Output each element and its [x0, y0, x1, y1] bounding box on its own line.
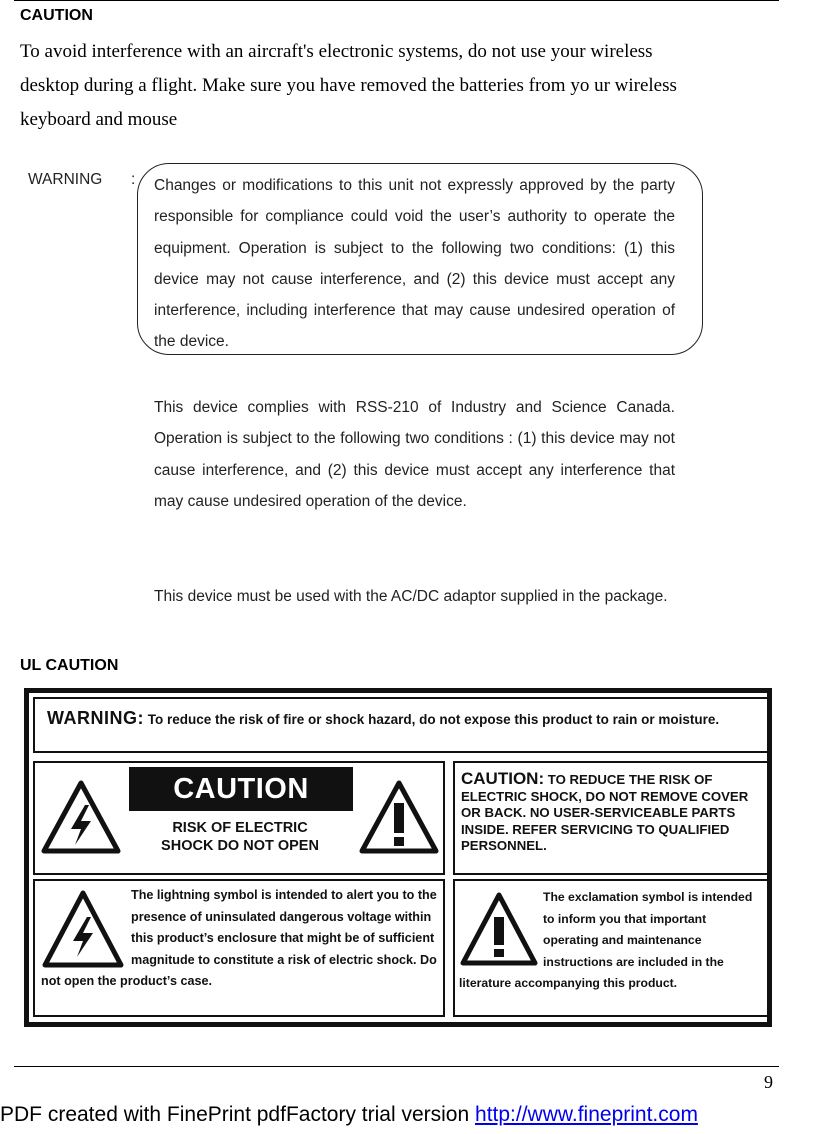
lightning-triangle-icon [41, 887, 125, 971]
caution-heading: CAUTION [20, 7, 93, 24]
rss-compliance-text: This device complies with RSS-210 of Industry and Science Canada. Operation is subject to the following two conditions : (1) this device may not cause interference, and (2) this device must accept any interference that may cause undesired operation of the device. [154, 399, 675, 510]
caution-line: To avoid interference with an aircraft's electronic systems, do not use your wireless [20, 41, 653, 62]
caution-paragraph [20, 35, 780, 137]
caution-line: desktop during a flight. Make sure you have removed the batteries from yo ur wireless [20, 75, 677, 96]
ul-warning-text: To reduce the risk of fire or shock hazard, do not expose this product to rain or moisture. [147, 712, 720, 727]
page-number: 9 [764, 1072, 773, 1092]
top-rule [14, 0, 779, 1]
caution2-word: CAUTION: [461, 769, 545, 788]
fineprint-link[interactable]: http://www.fineprint.com [475, 1103, 698, 1126]
risk-of-shock-text [127, 819, 353, 855]
warning-label: WARNING [28, 171, 103, 188]
caution-line: keyboard and mouse [20, 109, 178, 130]
caution-banner: CAUTION [129, 767, 353, 811]
lightning-triangle-icon [41, 779, 121, 855]
ul-caution-pane [33, 761, 445, 875]
ul-warning-pane [33, 697, 769, 753]
warning-colon: : [131, 171, 136, 188]
footer-text: PDF created with FinePrint pdfFactory trial version [0, 1103, 476, 1126]
ul-caution-text-pane [453, 761, 769, 875]
warning-text: Changes or modifications to this unit not expressly approved by the party responsible for compliance could void the user’s authority to operate the equipment. Operation is subject to the following two conditions: (1) this device may not cause interference, and (2) this device must accept any interference, including interference that may cause undesired operation of the device. [154, 177, 675, 351]
exclamation-explanation-text: The exclamation symbol is intended to inform you that important operating and maintenance instructions are included in the literature accompanying this product. [459, 890, 753, 990]
ul-warning-word: WARNING: [47, 708, 144, 728]
exclamation-triangle-icon [459, 889, 539, 969]
caution2-text: TO REDUCE THE RISK OF ELECTRIC SHOCK, DO NOT REMOVE COVER OR BACK. NO USER-SERVICEABLE PARTS INSIDE. REFER SERVICING TO QUALIFIED PERSONNEL. [461, 772, 749, 854]
lightning-explanation-pane [33, 879, 445, 1017]
pdf-footer [0, 1103, 830, 1127]
ul-caution-heading: UL CAUTION [20, 657, 119, 674]
exclamation-triangle-icon [359, 779, 439, 855]
risk-line: SHOCK DO NOT OPEN [161, 838, 319, 854]
ul-caution-label [24, 688, 772, 1027]
bottom-rule [14, 1066, 779, 1067]
adaptor-notice-text: This device must be used with the AC/DC adaptor supplied in the package. [154, 588, 668, 605]
exclamation-explanation-pane [453, 879, 769, 1017]
risk-line: RISK OF ELECTRIC [172, 820, 308, 836]
lightning-explanation-text: The lightning symbol is intended to alert you to the presence of uninsulated dangerous voltage within this product’s enclosure that might be of sufficient magnitude to constitute a risk of electric shock. Do not open the product’s case. [41, 888, 437, 988]
